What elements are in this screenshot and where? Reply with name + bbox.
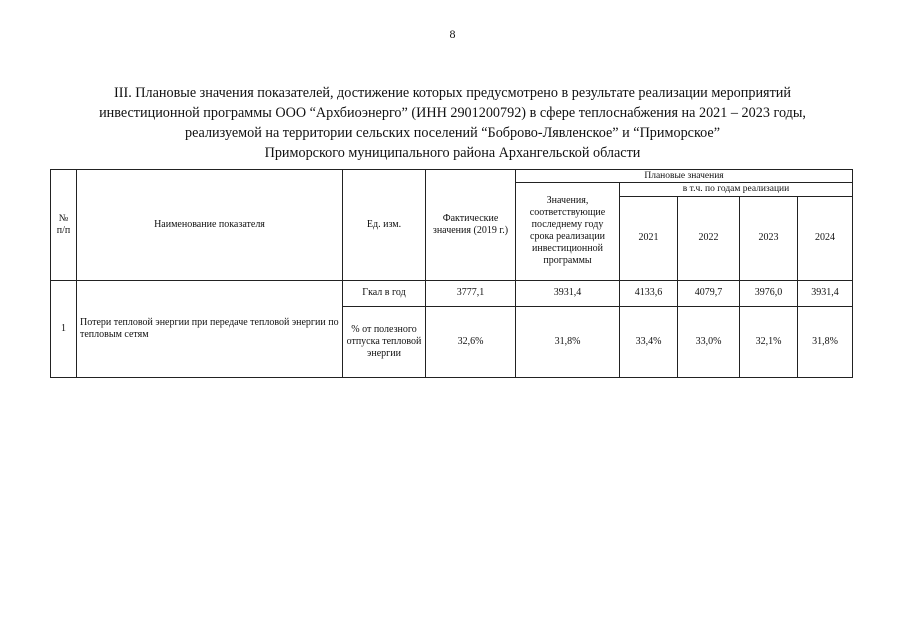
heading-line-4: Приморского муниципального района Архангельской области [264, 145, 641, 161]
indicators-table [50, 169, 853, 378]
heading-line-1: III. Плановые значения показателей, достижение которых предусмотрено в результате реализации мероприятий [114, 85, 791, 101]
header-planned: Плановые значения [516, 170, 853, 183]
header-fact: Фактические значения (2019 г.) [426, 170, 516, 281]
header-name: Наименование показателя [77, 170, 343, 281]
header-num: № п/п [51, 170, 77, 281]
fact-gcal: 3777,1 [426, 280, 516, 307]
gcal-2022: 4079,7 [678, 280, 740, 307]
percent-2021: 33,4% [620, 307, 678, 378]
row-num: 1 [51, 280, 77, 377]
percent-2024: 31,8% [798, 307, 853, 378]
gcal-2023: 3976,0 [740, 280, 798, 307]
gcal-2024: 3931,4 [798, 280, 853, 307]
header-by-years: в т.ч. по годам реализации [620, 183, 853, 196]
unit-percent: % от полезного отпуска тепловой энергии [343, 307, 426, 378]
percent-2023: 32,1% [740, 307, 798, 378]
fact-percent: 32,6% [426, 307, 516, 378]
header-year-2022: 2022 [678, 196, 740, 280]
row-indicator-name: Потери тепловой энергии при передаче тепловой энергии по тепловым сетям [77, 280, 343, 377]
page-number: 8 [449, 27, 456, 41]
percent-2022: 33,0% [678, 307, 740, 378]
header-year-2021: 2021 [620, 196, 678, 280]
final-gcal: 3931,4 [516, 280, 620, 307]
header-year-2023: 2023 [740, 196, 798, 280]
gcal-2021: 4133,6 [620, 280, 678, 307]
section-heading [40, 83, 865, 163]
header-year-2024: 2024 [798, 196, 853, 280]
header-unit: Ед. изм. [343, 170, 426, 281]
unit-gcal: Гкал в год [343, 280, 426, 307]
header-final-value: Значения, соответствующие последнему году срока реализации инвестиционной программы [516, 183, 620, 280]
heading-line-2: инвестиционной программы ООО “Архбиоэнерго” (ИНН 2901200792) в сфере теплоснабжения на 2021 – 2023 годы, [99, 105, 806, 121]
heading-line-3: реализуемой на территории сельских поселений “Боброво-Лявленское” и “Приморское” [184, 125, 720, 141]
final-percent: 31,8% [516, 307, 620, 378]
